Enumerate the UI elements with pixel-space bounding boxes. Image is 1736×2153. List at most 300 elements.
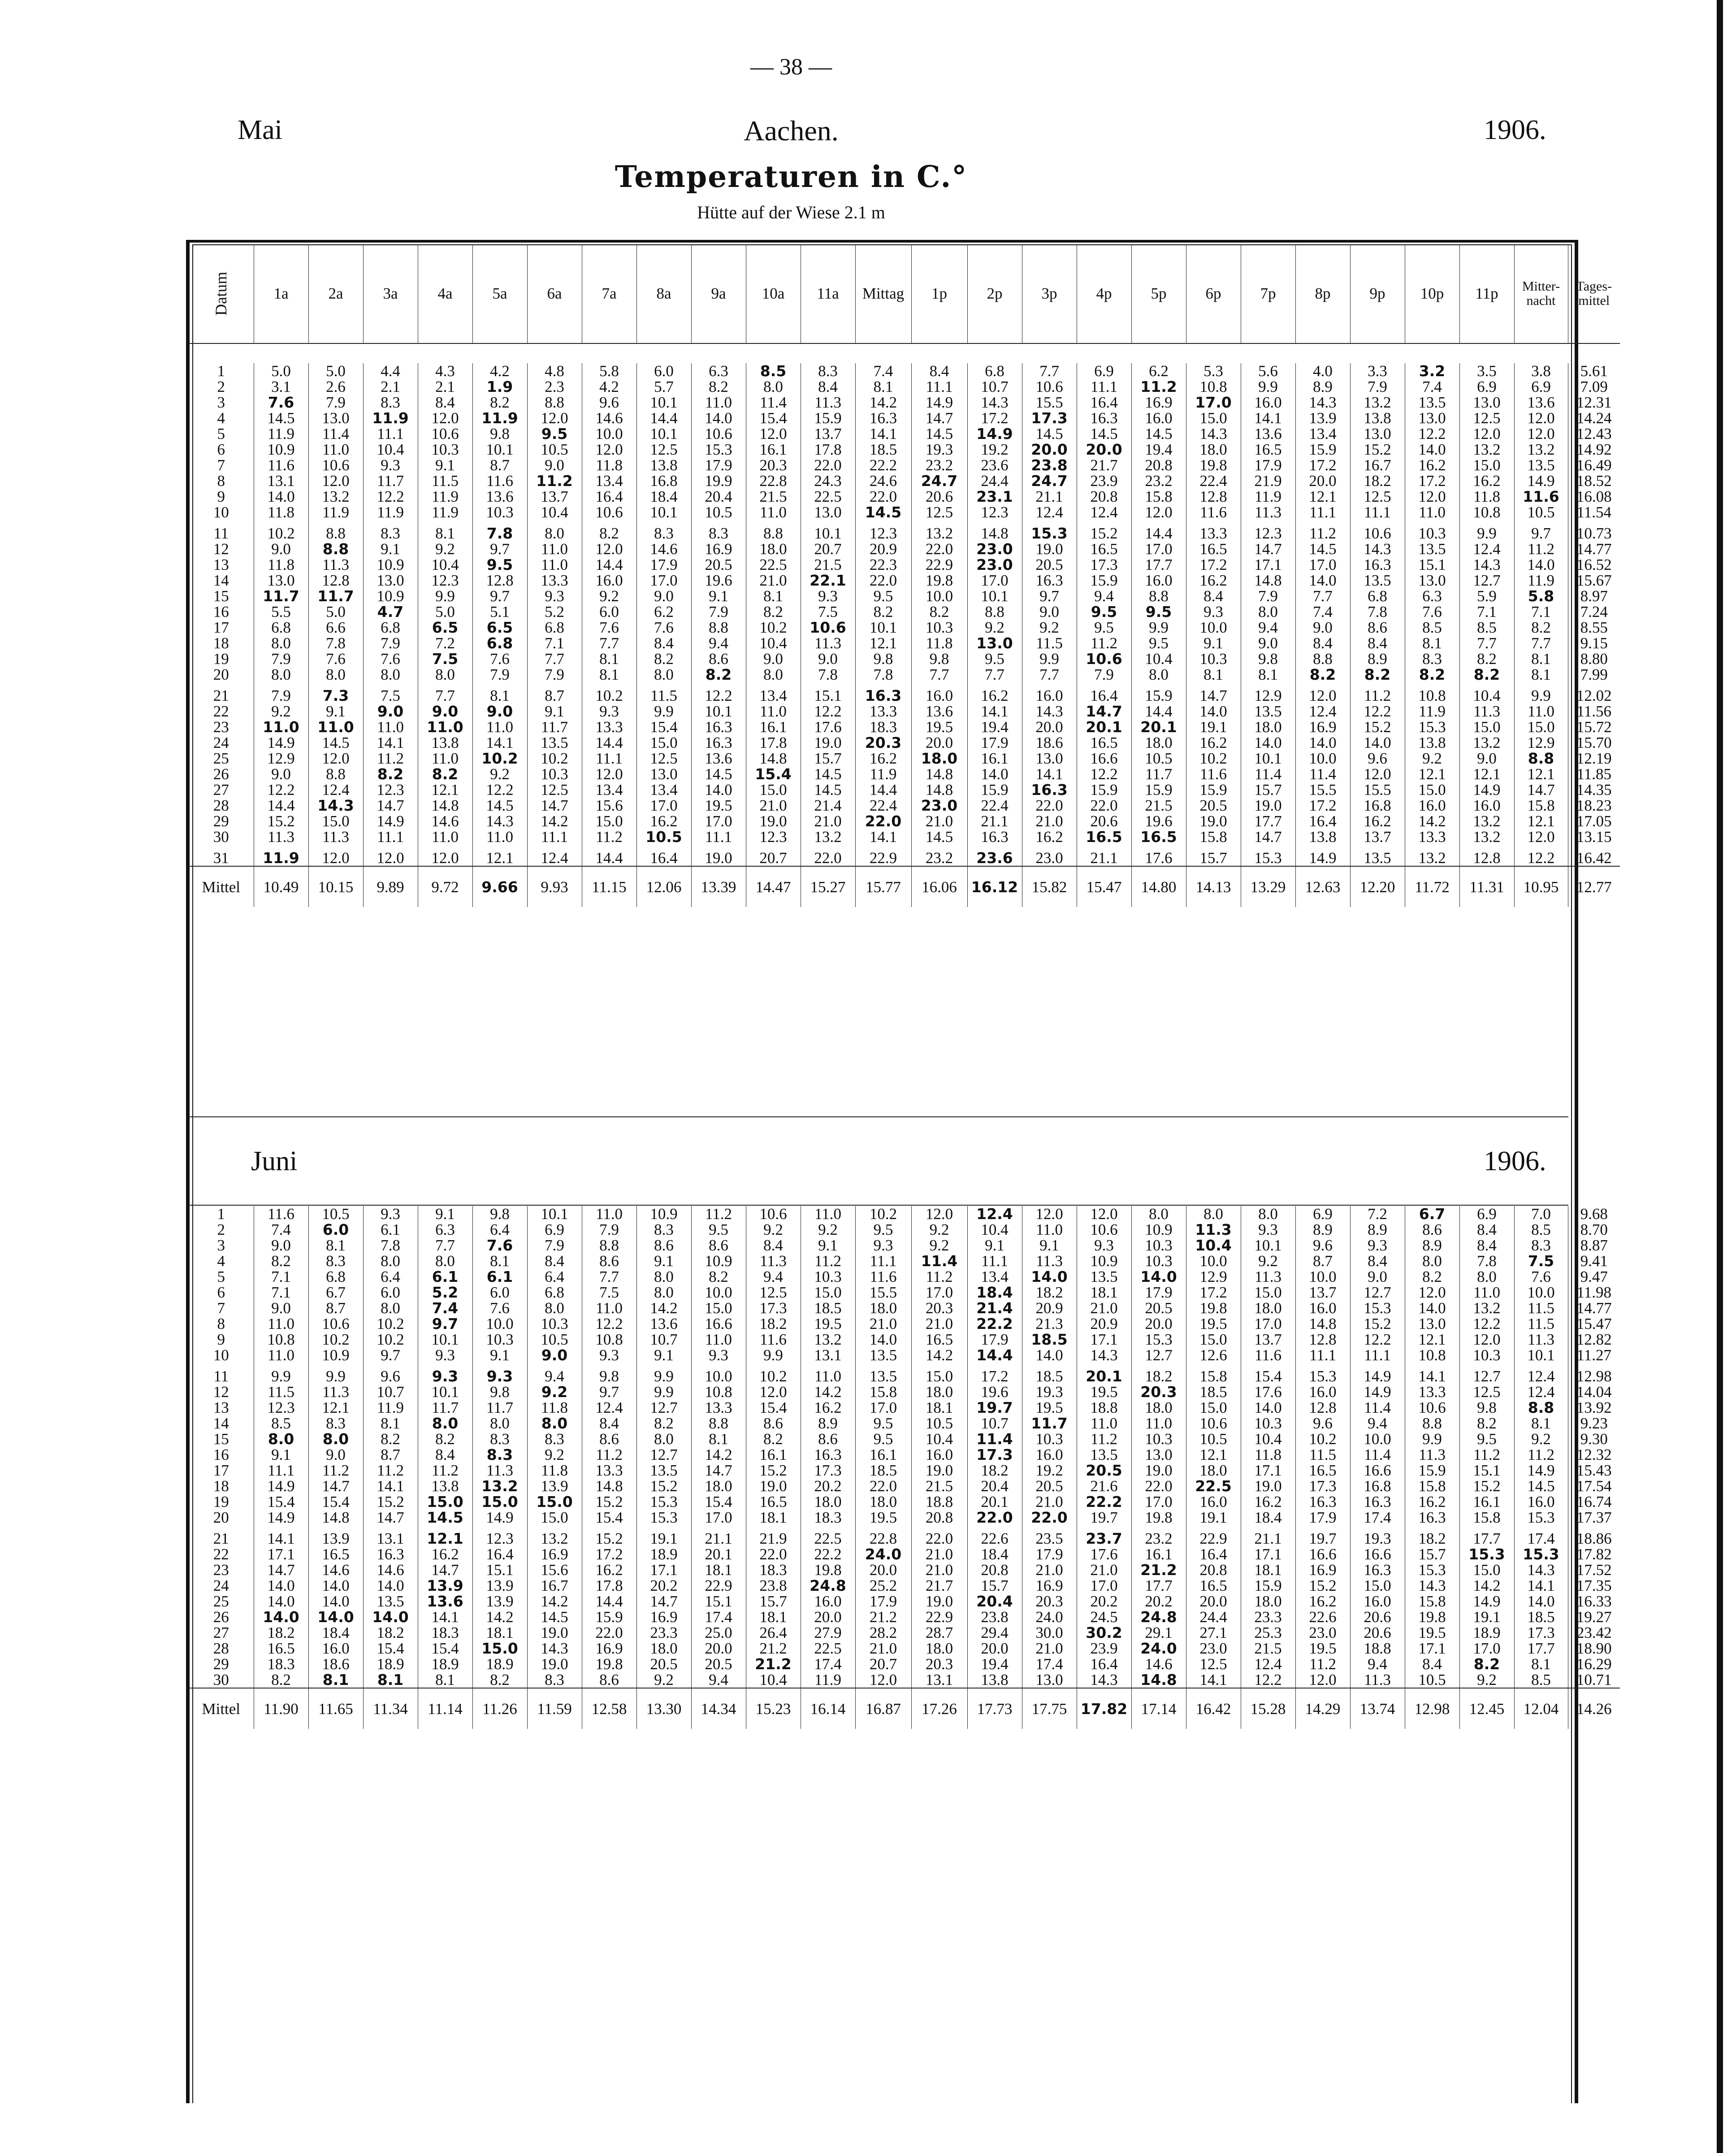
value-cell: 14.3 [1350,541,1405,557]
value-cell: 11.2 [1459,1447,1514,1463]
value-cell: 24.4 [967,473,1022,489]
value-cell: 17.4 [1514,1525,1568,1546]
value-cell: 8.8 [308,766,363,782]
value-cell: 14.1 [1022,766,1077,782]
value-cell: 10.0 [1295,751,1350,766]
value-cell: 6.8 [254,620,308,635]
value-cell: 18.9 [418,1656,472,1672]
value-cell: 23.3 [1241,1609,1295,1625]
value-cell: 20.0 [691,1641,746,1656]
value-cell: 10.4 [746,1672,801,1688]
page-edge [1717,0,1723,2153]
date-cell: 25 [213,751,229,766]
value-cell: 13.4 [1295,426,1350,442]
mittel-cell: 15.47 [1077,866,1131,907]
value-cell: 10.2 [746,620,801,635]
value-cell: 12.4 [1077,504,1131,520]
value-cell: 18.5 [1186,1384,1241,1400]
value-cell: 19.5 [1186,1316,1241,1332]
value-cell: 11.3 [254,829,308,845]
value-cell: 7.09 [1568,379,1620,395]
value-cell: 9.3 [418,1347,472,1363]
value-cell: 16.0 [308,1641,363,1656]
value-cell: 11.2 [1514,541,1568,557]
value-cell: 16.6 [1350,1546,1405,1562]
value-cell: 8.2 [254,1253,308,1269]
value-cell: 8.1 [363,1415,418,1431]
date-cell: 12 [213,1384,229,1400]
value-cell: 22.8 [855,1525,911,1546]
value-cell: 10.8 [1405,682,1459,703]
value-cell: 15.9 [801,410,855,426]
value-cell: 9.0 [527,1347,582,1363]
value-cell: 15.9 [1131,682,1186,703]
value-cell: 21.0 [1077,1562,1131,1578]
date-cell: 10 [213,1347,229,1363]
value-cell: 20.0 [1186,1593,1241,1609]
value-cell: 16.0 [1186,1494,1241,1510]
value-cell: 8.2 [254,1672,308,1688]
value-cell: 13.2 [1459,813,1514,829]
value-cell: 21.1 [1241,1525,1295,1546]
value-cell: 9.3 [472,1363,527,1384]
value-cell: 17.8 [582,1578,636,1593]
value-cell: 16.2 [1459,473,1514,489]
value-cell: 8.1 [855,379,911,395]
value-cell: 9.5 [967,651,1022,667]
value-cell: 11.8 [1459,489,1514,504]
value-cell: 8.6 [636,1237,691,1253]
mittel-cell: 16.42 [1186,1688,1241,1729]
value-cell: 13.6 [1241,426,1295,442]
value-cell: 8.1 [418,1672,472,1688]
value-cell: 13.6 [691,751,746,766]
value-cell: 7.6 [308,651,363,667]
value-cell: 28.7 [911,1625,967,1641]
value-cell: 18.5 [801,1300,855,1316]
value-cell: 18.2 [363,1625,418,1641]
value-cell: 12.0 [746,1384,801,1400]
value-cell: 11.9 [418,489,472,504]
date-cell: 14 [213,573,229,588]
value-cell: 18.5 [855,442,911,457]
value-cell: 12.1 [308,1400,363,1415]
value-cell: 14.0 [1514,557,1568,573]
value-cell: 22.4 [855,798,911,813]
date-cell: 6 [217,1285,225,1300]
value-cell: 12.0 [363,845,418,866]
value-cell: 13.0 [1131,1447,1186,1463]
value-cell: 16.3 [1022,782,1077,798]
value-cell: 12.7 [1131,1347,1186,1363]
value-cell: 13.1 [254,473,308,489]
value-cell: 21.2 [1131,1562,1186,1578]
value-cell: 13.8 [1295,829,1350,845]
value-cell: 15.8 [1186,829,1241,845]
value-cell: 16.2 [801,1400,855,1415]
value-cell: 9.3 [527,588,582,604]
value-cell: 7.9 [254,651,308,667]
value-cell: 9.7 [472,541,527,557]
value-cell: 8.6 [801,1431,855,1447]
value-cell: 14.92 [1568,442,1620,457]
value-cell: 23.2 [1131,1525,1186,1546]
value-cell: 9.5 [1077,620,1131,635]
value-cell: 18.2 [1022,1285,1077,1300]
value-cell: 10.6 [1077,651,1131,667]
value-cell: 8.5 [746,363,801,379]
value-cell: 8.1 [1514,651,1568,667]
mittel-cell: 16.12 [967,866,1022,907]
value-cell: 6.2 [636,604,691,620]
value-cell: 10.6 [1077,1222,1131,1237]
value-cell: 8.70 [1568,1222,1620,1237]
value-cell: 16.5 [1077,541,1131,557]
value-cell: 22.0 [855,573,911,588]
value-cell: 17.0 [1295,557,1350,573]
value-cell: 8.97 [1568,588,1620,604]
value-cell: 14.7 [1077,703,1131,719]
value-cell: 12.9 [254,751,308,766]
value-cell: 8.6 [582,1431,636,1447]
value-cell: 13.9 [527,1478,582,1494]
value-cell: 15.4 [746,766,801,782]
value-cell: 23.2 [1131,473,1186,489]
value-cell: 16.4 [1077,395,1131,410]
value-cell: 19.1 [1459,1609,1514,1625]
section-divider [189,1116,1568,1206]
value-cell: 10.1 [418,1332,472,1347]
value-cell: 10.3 [472,504,527,520]
value-cell: 8.1 [1241,667,1295,682]
mittel-cell: 14.26 [1568,1688,1620,1729]
value-cell: 12.7 [636,1447,691,1463]
value-cell: 15.0 [1241,1285,1295,1300]
date-cell: 20 [213,1510,229,1525]
value-cell: 19.4 [967,1656,1022,1672]
value-cell: 18.0 [911,1641,967,1656]
value-cell: 18.0 [911,1384,967,1400]
value-cell: 8.6 [1350,620,1405,635]
value-cell: 13.5 [363,1593,418,1609]
value-cell: 8.3 [472,1431,527,1447]
value-cell: 7.6 [472,1237,527,1253]
value-cell: 4.2 [582,379,636,395]
value-cell: 18.0 [855,1494,911,1510]
value-cell: 22.0 [911,541,967,557]
column-header: 9a [691,244,746,343]
value-cell: 8.3 [636,520,691,541]
value-cell: 14.9 [254,735,308,751]
value-cell: 8.1 [418,520,472,541]
page-number: — 38 — [750,54,832,80]
value-cell: 15.3 [1514,1510,1568,1525]
value-cell: 17.0 [636,573,691,588]
value-cell: 9.0 [418,703,472,719]
value-cell: 9.1 [254,1447,308,1463]
value-cell: 7.9 [308,395,363,410]
value-cell: 17.37 [1568,1510,1620,1525]
value-cell: 8.9 [1350,651,1405,667]
mittel-cell: 12.77 [1568,866,1620,907]
mittel-cell: 15.28 [1241,1688,1295,1729]
value-cell: 12.9 [1514,735,1568,751]
value-cell: 17.0 [1131,541,1186,557]
value-cell: 8.8 [746,520,801,541]
value-cell: 10.1 [527,1206,582,1222]
value-cell: 15.47 [1568,1316,1620,1332]
value-cell: 9.2 [1405,751,1459,766]
value-cell: 11.1 [1295,1347,1350,1363]
value-cell: 12.8 [1459,845,1514,866]
value-cell: 14.3 [308,798,363,813]
value-cell: 10.4 [363,442,418,457]
value-cell: 8.0 [636,667,691,682]
value-cell: 3.1 [254,379,308,395]
value-cell: 18.5 [855,1463,911,1478]
date-cell: 12 [213,541,229,557]
value-cell: 16.5 [1131,829,1186,845]
value-cell: 12.02 [1568,682,1620,703]
value-cell: 14.7 [1186,682,1241,703]
value-cell: 9.2 [527,1384,582,1400]
value-cell: 7.7 [1022,363,1077,379]
value-cell: 14.7 [254,1562,308,1578]
value-cell: 8.3 [363,520,418,541]
date-cell: 17 [213,1463,229,1478]
value-cell: 13.5 [636,1463,691,1478]
value-cell: 12.2 [1077,766,1131,782]
value-cell: 20.5 [691,557,746,573]
value-cell: 30.2 [1077,1625,1131,1641]
table-row [189,1400,1620,1415]
value-cell: 8.2 [1459,651,1514,667]
value-cell: 22.9 [911,557,967,573]
value-cell: 5.9 [1459,588,1514,604]
value-cell: 8.4 [911,363,967,379]
value-cell: 8.4 [746,1237,801,1253]
table-row [189,1641,1620,1656]
value-cell: 8.2 [1459,1415,1514,1431]
value-cell: 8.1 [363,1672,418,1688]
value-cell: 8.2 [1405,667,1459,682]
value-cell: 11.3 [308,1384,363,1400]
value-cell: 19.5 [855,1510,911,1525]
value-cell: 10.1 [1514,1347,1568,1363]
value-cell: 10.8 [691,1384,746,1400]
value-cell: 24.0 [1131,1641,1186,1656]
mittel-cell: 11.14 [418,1688,472,1729]
value-cell: 14.6 [636,541,691,557]
value-cell: 22.0 [801,845,855,866]
value-cell: 15.72 [1568,719,1620,735]
value-cell: 20.2 [1077,1593,1131,1609]
date-cell: 16 [213,1447,229,1463]
value-cell: 21.5 [801,557,855,573]
value-cell: 12.8 [1186,489,1241,504]
value-cell: 19.0 [691,845,746,866]
value-cell: 12.9 [1241,682,1295,703]
value-cell: 19.0 [746,1478,801,1494]
value-cell: 18.3 [746,1562,801,1578]
date-cell: 29 [213,1656,229,1672]
value-cell: 21.0 [1022,1641,1077,1656]
value-cell: 12.5 [911,504,967,520]
column-header: 4p [1077,244,1131,343]
value-cell: 8.1 [1514,1415,1568,1431]
date-cell: 28 [213,1641,229,1656]
value-cell: 21.0 [911,1562,967,1578]
date-cell: 15 [213,588,229,604]
value-cell: 16.6 [1295,1546,1350,1562]
table-row [189,620,1620,635]
date-cell: 14 [213,1415,229,1431]
value-cell: 17.6 [1241,1384,1295,1400]
value-cell: 14.9 [1350,1384,1405,1400]
value-cell: 17.3 [1295,1478,1350,1494]
table-row [189,1363,1620,1384]
value-cell: 10.9 [254,442,308,457]
value-cell: 17.2 [1295,798,1350,813]
value-cell: 17.05 [1568,813,1620,829]
value-cell: 19.8 [582,1656,636,1672]
value-cell: 12.2 [1241,1672,1295,1688]
column-header: 3p [1022,244,1077,343]
value-cell: 9.1 [418,1206,472,1222]
value-cell: 10.3 [1405,520,1459,541]
value-cell: 9.4 [1350,1656,1405,1672]
value-cell: 13.3 [691,1400,746,1415]
value-cell: 14.5 [1131,426,1186,442]
value-cell: 23.0 [1186,1641,1241,1656]
value-cell: 9.6 [1350,751,1405,766]
value-cell: 10.3 [1186,651,1241,667]
value-cell: 15.2 [1350,719,1405,735]
value-cell: 6.4 [472,1222,527,1237]
value-cell: 13.1 [911,1672,967,1688]
value-cell: 1.9 [472,379,527,395]
value-cell: 20.3 [911,1300,967,1316]
value-cell: 5.8 [1514,588,1568,604]
mittel-label: Mittel [189,866,254,907]
value-cell: 5.1 [472,604,527,620]
value-cell: 9.15 [1568,635,1620,651]
value-cell: 24.7 [911,473,967,489]
value-cell: 15.4 [691,1494,746,1510]
value-cell: 15.9 [1186,782,1241,798]
value-cell: 8.8 [967,604,1022,620]
value-cell: 18.0 [801,1494,855,1510]
value-cell: 10.4 [911,1431,967,1447]
value-cell: 8.2 [363,766,418,782]
table-row [189,1206,1620,1222]
value-cell: 18.4 [967,1546,1022,1562]
value-cell: 20.6 [911,489,967,504]
value-cell: 17.8 [801,442,855,457]
column-header: 6a [527,244,582,343]
value-cell: 6.0 [308,1222,363,1237]
date-cell: 21 [213,687,229,703]
value-cell: 10.6 [1022,379,1077,395]
value-cell: 21.1 [691,1525,746,1546]
value-cell: 24.8 [801,1578,855,1593]
value-cell: 13.5 [1350,573,1405,588]
value-cell: 10.9 [363,588,418,604]
date-cell: 30 [213,1672,229,1688]
value-cell: 10.2 [746,1363,801,1384]
value-cell: 11.8 [911,635,967,651]
value-cell: 11.2 [691,1206,746,1222]
value-cell: 5.0 [254,363,308,379]
value-cell: 17.3 [1514,1625,1568,1641]
value-cell: 20.0 [801,1609,855,1625]
value-cell: 17.0 [636,798,691,813]
value-cell: 14.4 [582,735,636,751]
value-cell: 10.9 [308,1347,363,1363]
value-cell: 8.3 [1514,1237,1568,1253]
value-cell: 23.0 [967,541,1022,557]
value-cell: 16.3 [1295,1494,1350,1510]
value-cell: 7.7 [1514,635,1568,651]
value-cell: 7.8 [801,667,855,682]
value-cell: 6.2 [1131,363,1186,379]
value-cell: 16.9 [1295,1562,1350,1578]
value-cell: 8.1 [582,667,636,682]
value-cell: 15.0 [527,1494,582,1510]
mittel-cell: 14.34 [691,1688,746,1729]
value-cell: 13.0 [308,410,363,426]
value-cell: 9.9 [1241,379,1295,395]
value-cell: 9.6 [582,395,636,410]
table-row [189,604,1620,620]
value-cell: 8.5 [254,1415,308,1431]
value-cell: 18.0 [1241,1593,1295,1609]
value-cell: 9.1 [801,1237,855,1253]
value-cell: 21.0 [746,573,801,588]
value-cell: 9.9 [636,1384,691,1400]
value-cell: 21.5 [746,489,801,504]
value-cell: 6.8 [1350,588,1405,604]
value-cell: 10.9 [1131,1222,1186,1237]
value-cell: 8.4 [418,395,472,410]
value-cell: 14.5 [801,766,855,782]
value-cell: 14.0 [691,410,746,426]
column-header: Mitter- nacht [1514,244,1568,343]
value-cell: 14.8 [746,751,801,766]
value-cell: 11.0 [418,751,472,766]
table-row [189,473,1620,489]
value-cell: 11.0 [527,557,582,573]
value-cell: 9.0 [254,766,308,782]
value-cell: 14.8 [911,782,967,798]
value-cell: 15.3 [1350,1300,1405,1316]
value-cell: 20.6 [1350,1625,1405,1641]
value-cell: 6.9 [1514,379,1568,395]
value-cell: 18.1 [472,1625,527,1641]
value-cell: 11.54 [1568,504,1620,520]
value-cell: 16.0 [911,682,967,703]
value-cell: 13.9 [418,1578,472,1593]
value-cell: 7.7 [967,667,1022,682]
table-row [189,1494,1620,1510]
value-cell: 15.0 [527,1510,582,1525]
value-cell: 21.3 [1022,1316,1077,1332]
mittel-cell: 9.66 [472,866,527,907]
value-cell: 21.1 [967,813,1022,829]
value-cell: 11.0 [691,395,746,410]
value-cell: 8.7 [527,682,582,703]
value-cell: 9.3 [855,1237,911,1253]
